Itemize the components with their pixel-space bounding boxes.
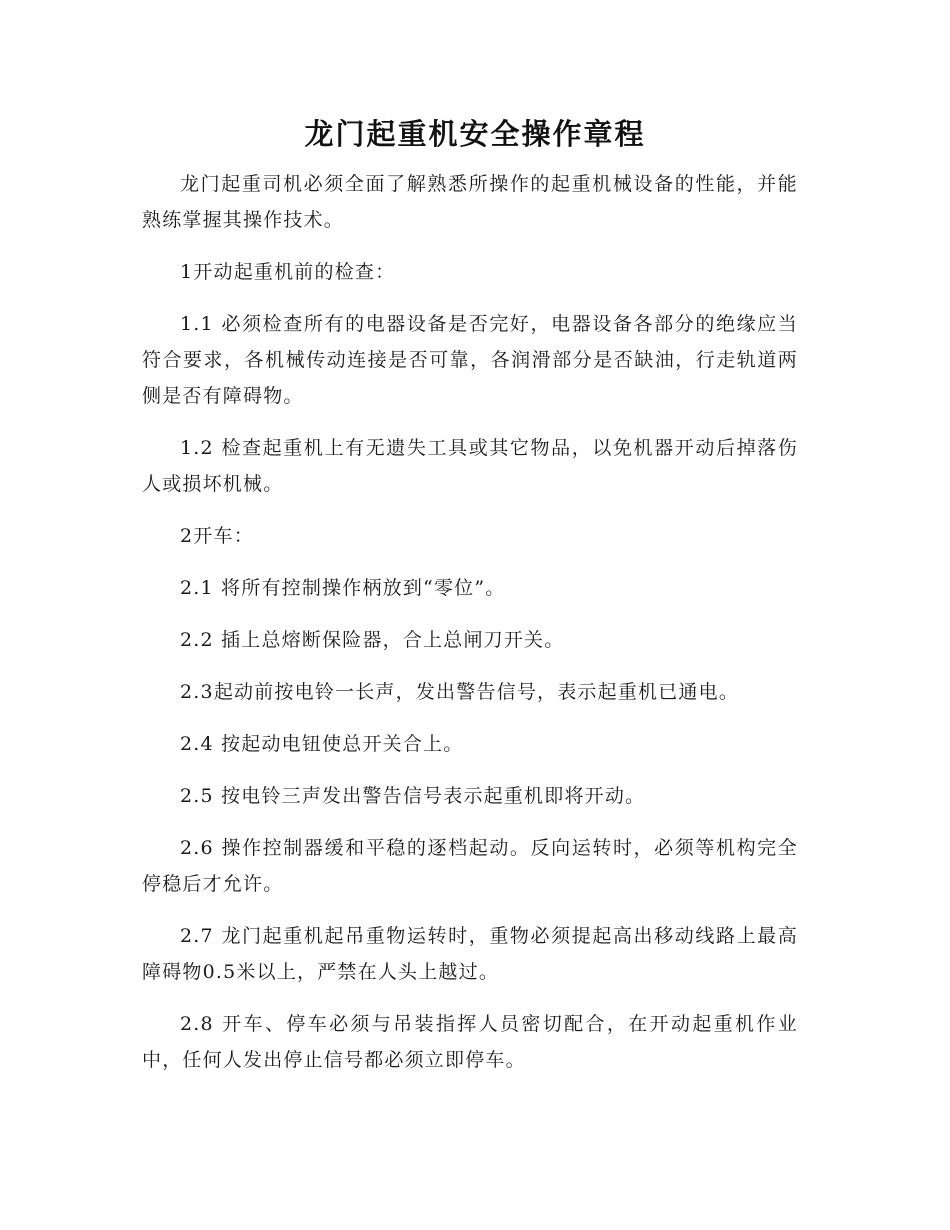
paragraph-2-6: 2.6 操作控制器缓和平稳的逐档起动。反向运转时，必须等机构完全停稳后才允许。 [142, 837, 798, 895]
paragraph-2-1: 2.1 将所有控制操作柄放到“零位”。 [180, 577, 506, 599]
section-heading-2: 2开车： [180, 525, 254, 547]
paragraph-2-8: 2.8 开车、停车必须与吊装指挥人员密切配合，在开动起重机作业中，任何人发出停止信号都必须立即停车。 [142, 1013, 798, 1071]
paragraph-intro: 龙门起重司机必须全面了解熟悉所操作的起重机械设备的性能，并能熟练掌握其操作技术。 [142, 173, 798, 231]
paragraph-1-2: 1.2 检查起重机上有无遗失工具或其它物品，以免机器开动后掉落伤人或损坏机械。 [142, 437, 798, 495]
paragraph-2-2: 2.2 插上总熔断保险器，合上总闸刀开关。 [180, 629, 565, 651]
document-body [142, 166, 798, 1094]
paragraph-2-3: 2.3起动前按电铃一长声，发出警告信号，表示起重机已通电。 [180, 681, 740, 703]
paragraph-2-7: 2.7 龙门起重机起吊重物运转时，重物必须提起高出移动线路上最高障碍物0.5米以上，严禁在人头上越过。 [142, 925, 798, 983]
paragraph-1-1: 1.1 必须检查所有的电器设备是否完好，电器设备各部分的绝缘应当符合要求，各机械传动连接是否可靠，各润滑部分是否缺油，行走轨道两侧是否有障碍物。 [142, 313, 798, 407]
paragraph-2-5: 2.5 按电铃三声发出警告信号表示起重机即将开动。 [180, 785, 646, 807]
paragraph-2-4: 2.4 按起动电钮使总开关合上。 [180, 733, 464, 755]
document-title: 龙门起重机安全操作章程 [304, 117, 646, 151]
section-heading-1: 1开动起重机前的检查： [180, 261, 396, 283]
